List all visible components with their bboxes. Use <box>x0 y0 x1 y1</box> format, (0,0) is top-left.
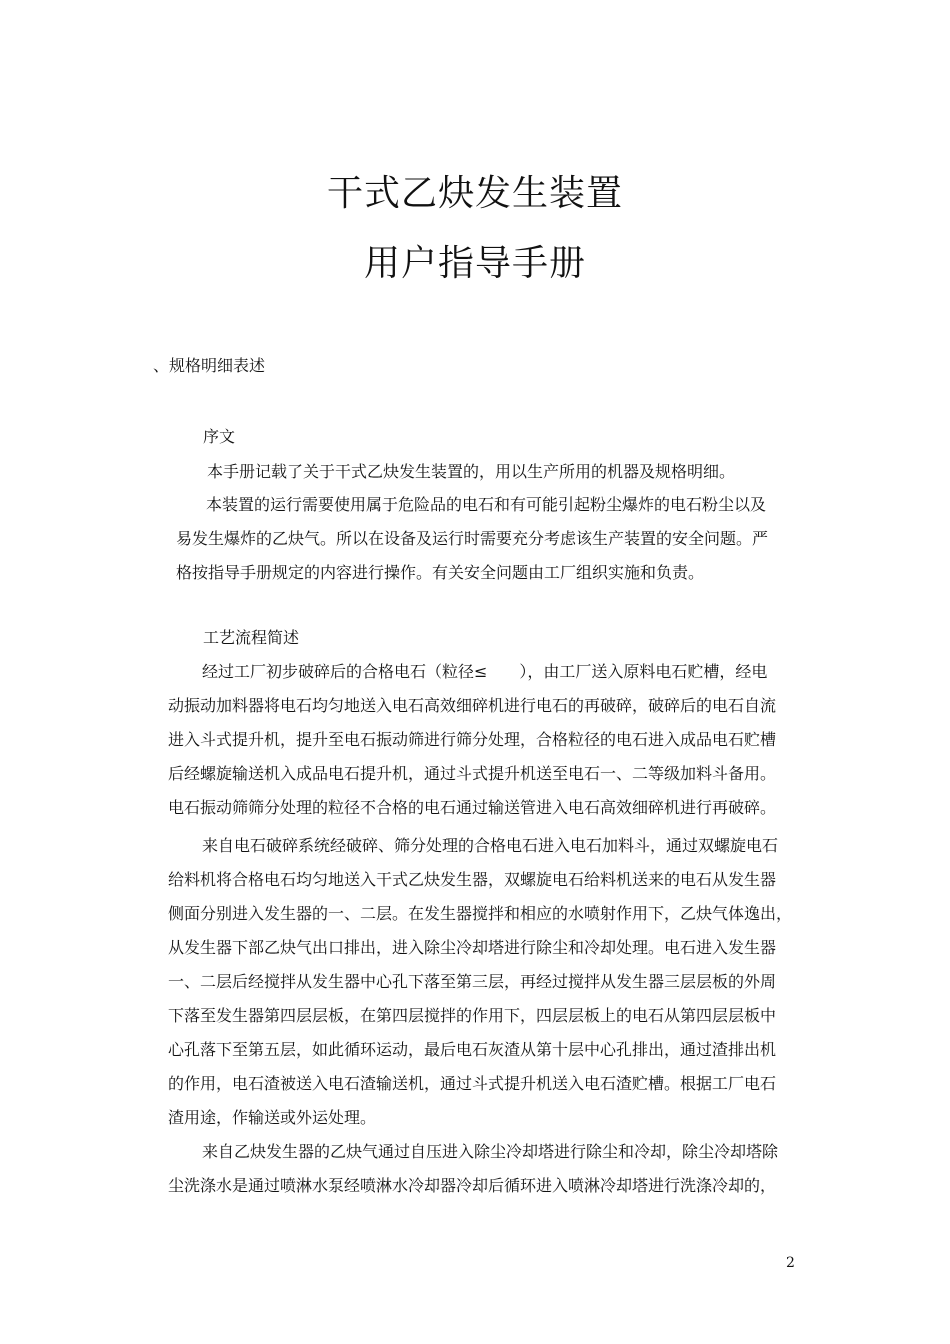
paragraph-line: 尘洗涤水是通过喷淋水泵经喷淋水冷却器冷却后循环进入喷淋冷却塔进行洗涤冷却的， <box>168 1176 777 1195</box>
process-paragraph-1 <box>168 655 776 825</box>
preface-paragraph-2 <box>176 488 768 590</box>
paragraph-line: 来自乙炔发生器的乙炔气通过自压进入除尘冷却塔进行除尘和冷却，除尘冷却塔除 <box>202 1142 779 1161</box>
paragraph-line: 来自电石破碎系统经破碎、筛分处理的合格电石进入电石加料斗，通过双螺旋电石 <box>202 836 779 855</box>
preface-paragraph-1: 本手册记载了关于干式乙炔发生装置的，用以生产所用的机器及规格明细。 <box>207 462 736 481</box>
paragraph-line: 格按指导手册规定的内容进行操作。有关安全问题由工厂组织实施和负责。 <box>176 563 705 582</box>
paragraph-line: 电石振动筛筛分处理的粒径不合格的电石通过输送管进入电石高效细碎机进行再破碎。 <box>168 798 777 817</box>
paragraph-line: 后经螺旋输送机入成品电石提升机，通过斗式提升机送至电石一、二等级加料斗备用。 <box>168 764 777 783</box>
paragraph-line: 易发生爆炸的乙炔气。所以在设备及运行时需要充分考虑该生产装置的安全问题。严 <box>176 529 769 548</box>
paragraph-line: 进入斗式提升机，提升至电石振动筛进行筛分处理，合格粒径的电石进入成品电石贮槽 <box>168 730 777 749</box>
process-paragraph-3 <box>168 1135 778 1203</box>
paragraph-line: 侧面分别进入发生器的一、二层。在发生器搅拌和相应的水喷射作用下，乙炔气体逸出， <box>168 904 793 923</box>
preface-heading: 序文 <box>203 427 236 446</box>
page-number: 2 <box>786 1255 795 1271</box>
document-title-line2: 用户指导手册 <box>363 243 586 284</box>
section-heading: 、规格明细表述 <box>153 356 266 375</box>
paragraph-line: 经过工厂初步破碎后的合格电石（粒径≤ ），由工厂送入原料电石贮槽，经电 <box>202 662 768 681</box>
paragraph-line: 本装置的运行需要使用属于危险品的电石和有可能引起粉尘爆炸的电石粉尘以及 <box>206 495 767 514</box>
paragraph-line: 心孔落下至第五层，如此循环运动，最后电石灰渣从第十层中心孔排出，通过渣排出机 <box>168 1040 777 1059</box>
paragraph-line: 下落至发生器第四层层板，在第四层搅拌的作用下，四层层板上的电石从第四层层板中 <box>168 1006 777 1025</box>
paragraph-line: 渣用途，作输送或外运处理。 <box>168 1108 377 1127</box>
paragraph-line: 的作用，电石渣被送入电石渣输送机，通过斗式提升机送入电石渣贮槽。根据工厂电石 <box>168 1074 777 1093</box>
paragraph-line: 一、二层后经搅拌从发生器中心孔下落至第三层，再经过搅拌从发生器三层层板的外周 <box>168 972 777 991</box>
process-paragraph-2 <box>168 829 792 1135</box>
paragraph-line: 从发生器下部乙炔气出口排出，进入除尘冷却塔进行除尘和冷却处理。电石进入发生器 <box>168 938 777 957</box>
process-heading: 工艺流程简述 <box>203 628 300 647</box>
paragraph-line: 动振动加料器将电石均匀地送入电石高效细碎机进行电石的再破碎，破碎后的电石自流 <box>168 696 777 715</box>
document-title-line1: 干式乙炔发生装置 <box>326 173 623 214</box>
paragraph-line: 给料机将合格电石均匀地送入干式乙炔发生器，双螺旋电石给料机送来的电石从发生器 <box>168 870 777 889</box>
